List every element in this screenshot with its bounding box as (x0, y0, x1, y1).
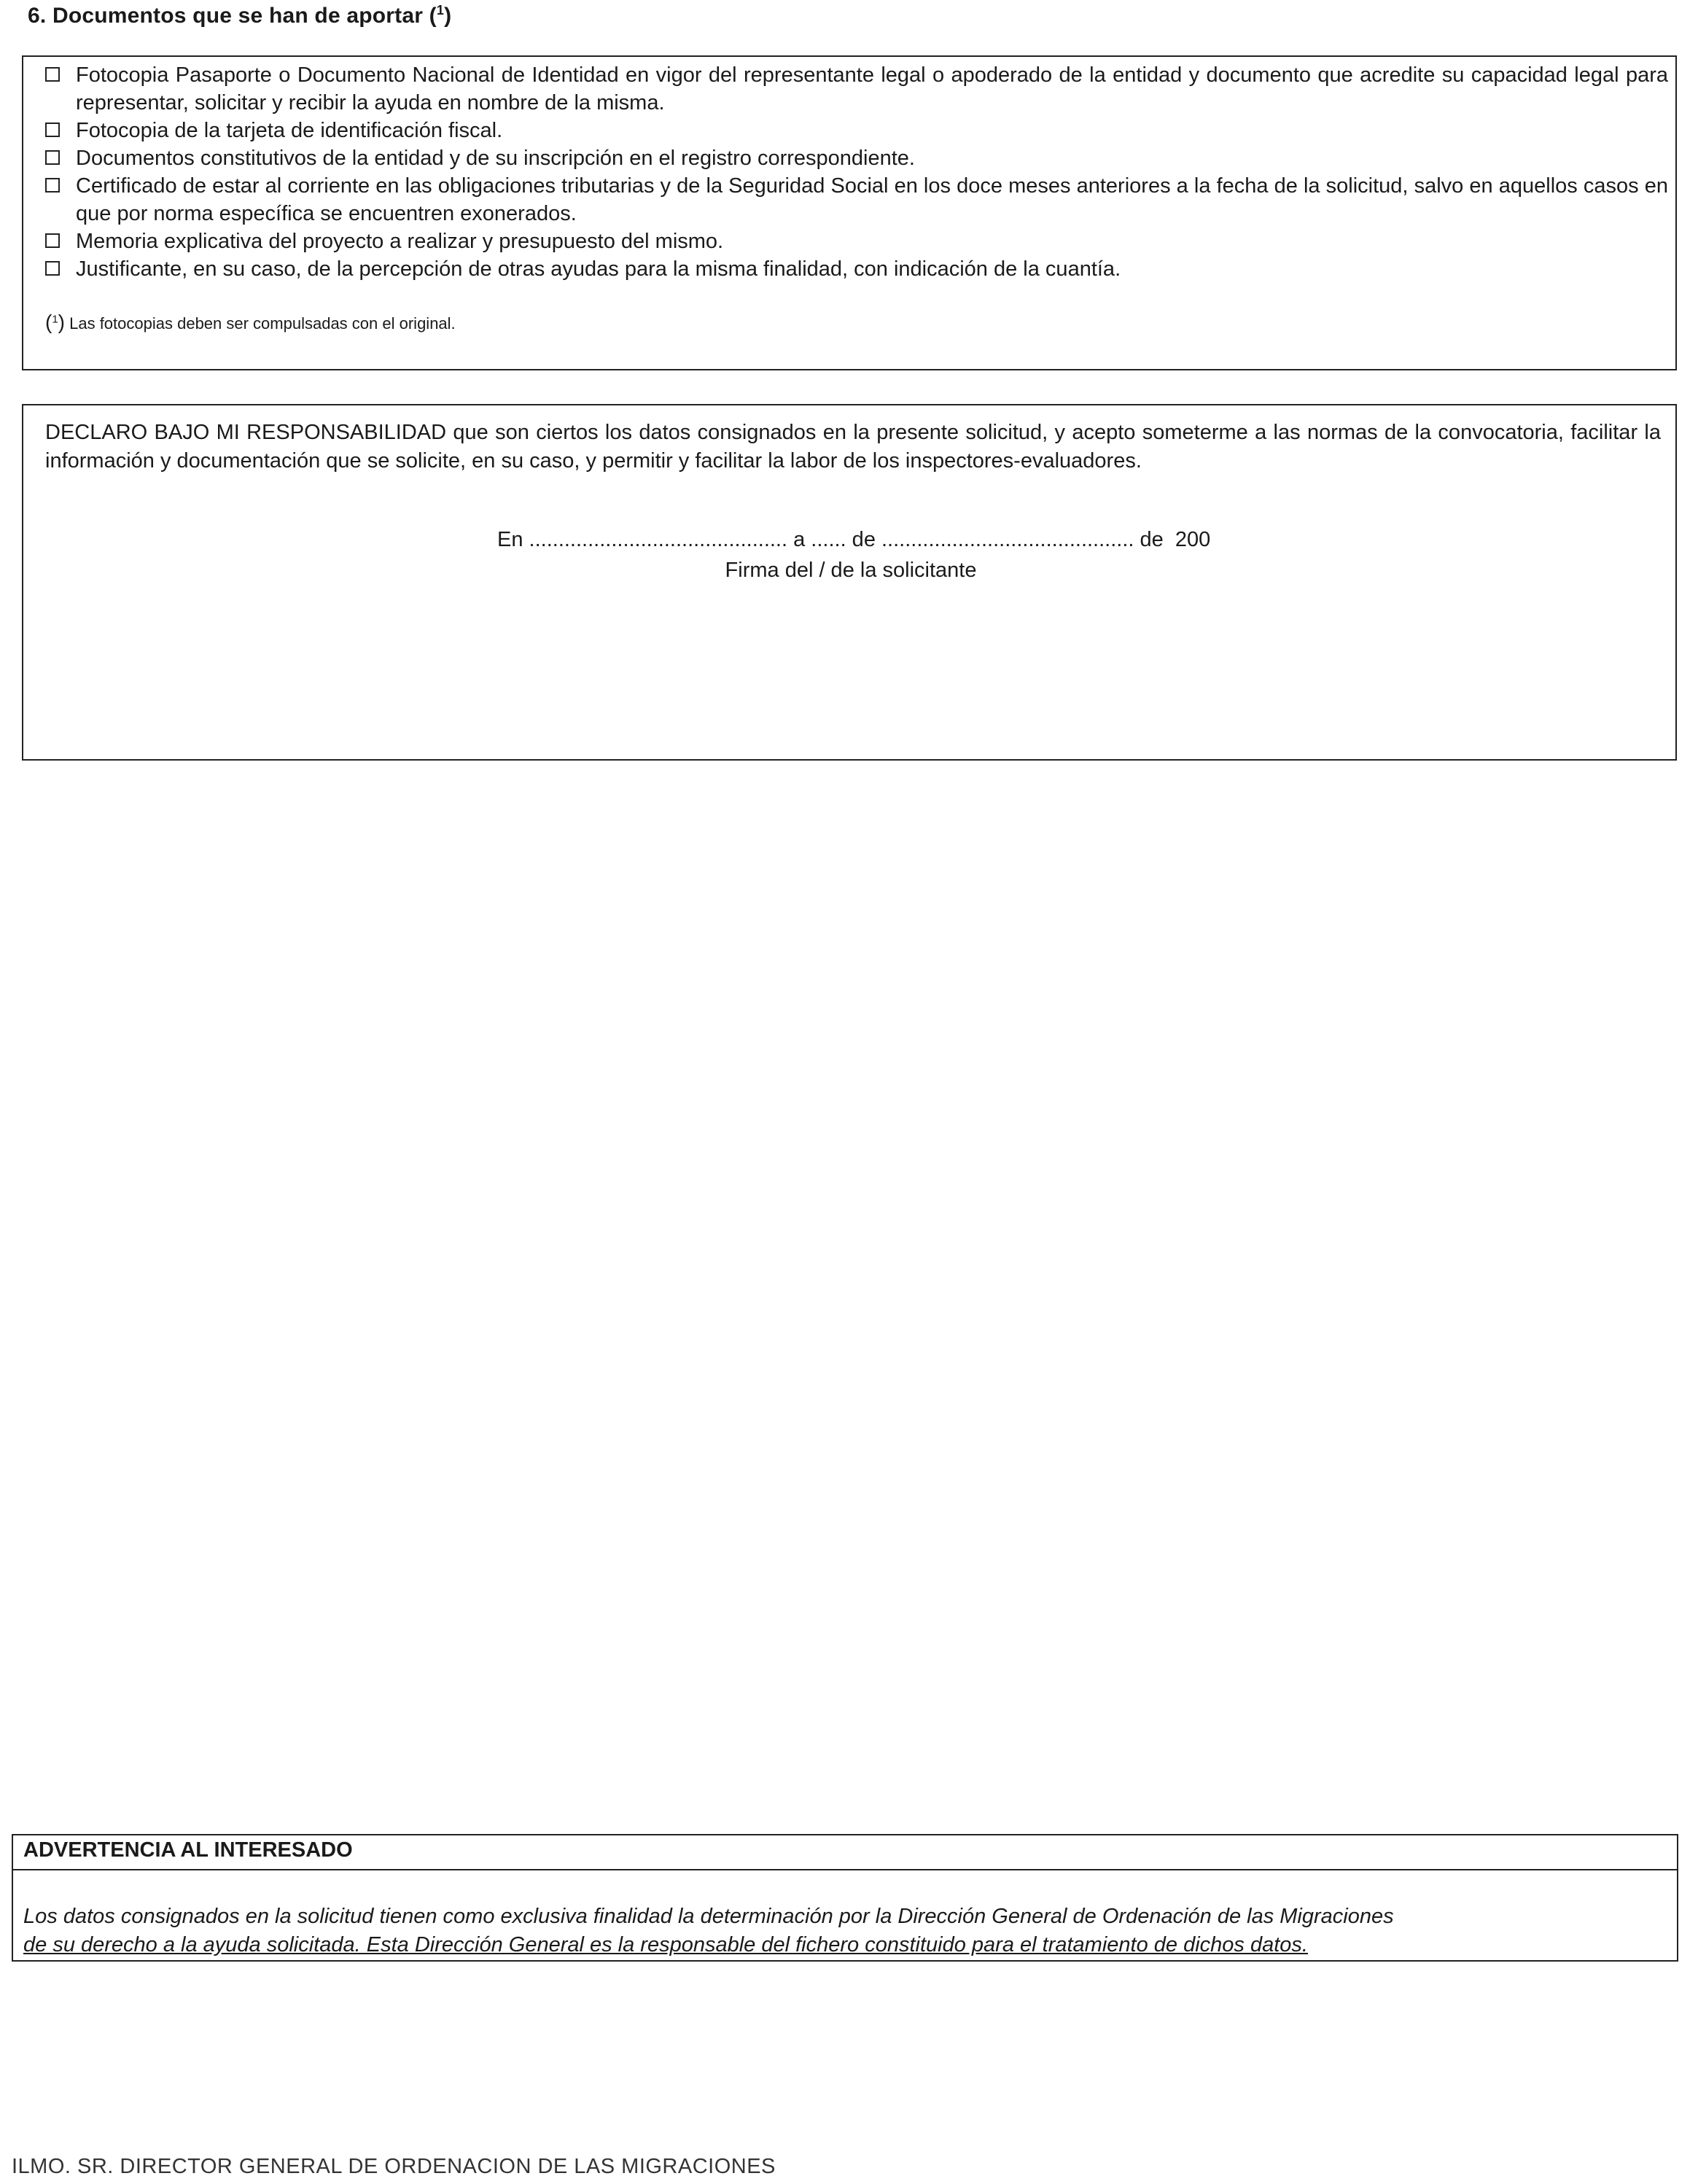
document-item-passport (45, 61, 1668, 117)
declaration-text: DECLARO BAJO MI RESPONSABILIDAD que son ciertos los datos consignados en la presente solicitud, y acepto someterme a las normas de la convocatoria, facilitar la información y documentación que se solicite, en su caso, y permitir y facilitar la labor de los inspectores-evaluadores. (45, 421, 1661, 473)
passport-checkbox[interactable] (45, 67, 60, 82)
document-item-label: Justificante, en su caso, de la percepción de otras ayudas para la misma finalidad, con indicación de la cuantía. (76, 257, 1121, 281)
warning-title: ADVERTENCIA AL INTERESADO (23, 1838, 353, 1862)
footnote-open: ( (45, 311, 52, 333)
document-item-tax-id (45, 117, 1668, 144)
warning-text-line-2: de su derecho a la ayuda solicitada. Esta Dirección General es la responsable del fichero constituido para el tratamiento de dichos datos. (23, 1933, 1308, 1956)
footnote-text: Las fotocopias deben ser compulsadas con el original. (65, 314, 456, 333)
document-item-label: Documentos constitutivos de la entidad y de su inscripción en el registro correspondiente. (76, 147, 915, 170)
section-title-text: 6. Documentos que se han de aportar ( (28, 4, 437, 28)
footnote-close: ) (58, 311, 65, 333)
warning-box (12, 1834, 1678, 1962)
document-item-other-aid (45, 255, 1668, 283)
document-item-label: Fotocopia Pasaporte o Documento Nacional de Identidad en vigor del representante legal o apoderado de la entidad y documento que acredite su capacidad legal para representar, solicitar y recibir la ayuda en nombre de la misma. (76, 63, 1668, 114)
documents-list (45, 61, 1668, 283)
footnote (45, 311, 456, 334)
project-report-checkbox[interactable] (45, 233, 60, 248)
document-item-project-report (45, 228, 1668, 255)
document-item-label: Certificado de estar al corriente en las obligaciones tributarias y de la Seguridad Social en los doce meses anteriores a la fecha de la solicitud, salvo en aquellos casos en que por norma específica se encuentren exonerados. (76, 174, 1668, 225)
section-title-close: ) (444, 4, 452, 28)
document-item-label: Memoria explicativa del proyecto a realizar y presupuesto del mismo. (76, 230, 724, 253)
document-item-constitutive (45, 144, 1668, 172)
addressee: ILMO. SR. DIRECTOR GENERAL DE ORDENACION DE LAS MIGRACIONES (12, 2155, 776, 2178)
warning-divider (13, 1869, 1677, 1870)
warning-text-line-1: Los datos consignados en la solicitud tienen como exclusiva finalidad la determinación por la Dirección General de Ordenación de las Migraciones (23, 1905, 1394, 1928)
certificate-checkbox[interactable] (45, 178, 60, 193)
constitutive-docs-checkbox[interactable] (45, 150, 60, 165)
documents-box (22, 55, 1677, 370)
warning-text (23, 1903, 1668, 1959)
document-item-label: Fotocopia de la tarjeta de identificación fiscal. (76, 119, 503, 142)
section-title-footnote-ref: 1 (436, 3, 445, 18)
date-place-field[interactable]: En ............................................ a ...... de ........................................... de 200 (497, 528, 1211, 551)
declaration-box (22, 404, 1677, 761)
tax-id-checkbox[interactable] (45, 123, 60, 137)
other-aid-checkbox[interactable] (45, 261, 60, 276)
document-item-certificate (45, 172, 1668, 228)
section-title (28, 3, 451, 28)
signature-label: Firma del / de la solicitante (725, 559, 977, 582)
footnote-number: 1 (52, 313, 58, 326)
